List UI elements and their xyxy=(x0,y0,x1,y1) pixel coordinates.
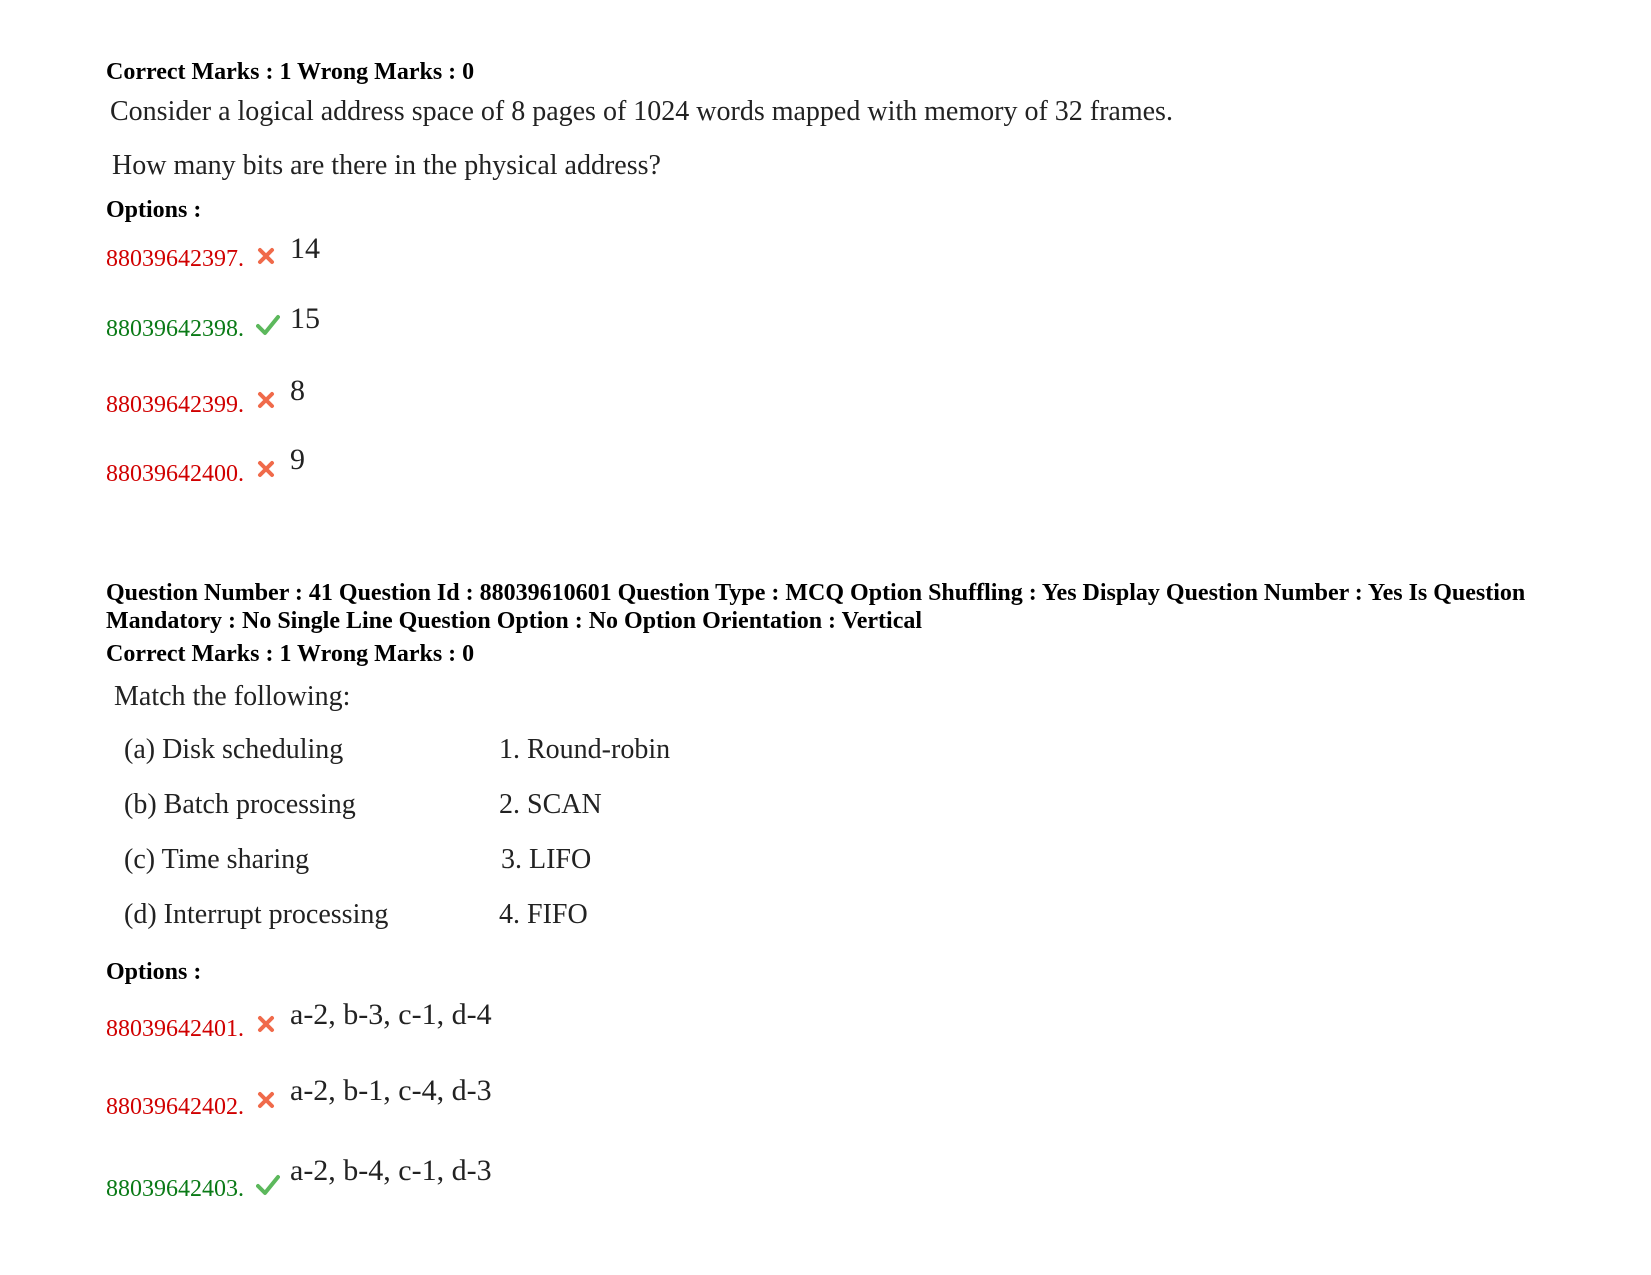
q40-marks: Correct Marks : 1 Wrong Marks : 0 xyxy=(106,59,475,85)
option-id: 88039642403. xyxy=(106,1176,244,1202)
cross-icon xyxy=(256,459,276,479)
match-left-d: (d) Interrupt processing xyxy=(124,899,389,930)
match-right-4: 4. FIFO xyxy=(499,899,588,930)
cross-icon xyxy=(256,390,276,410)
option-value: 8 xyxy=(290,374,305,407)
q41-options-label: Options : xyxy=(106,959,202,985)
match-left-a: (a) Disk scheduling xyxy=(124,734,344,765)
option-value: a-2, b-1, c-4, d-3 xyxy=(290,1074,492,1107)
check-icon xyxy=(256,314,280,336)
match-right-3: 3. LIFO xyxy=(501,844,592,875)
option-id: 88039642402. xyxy=(106,1094,244,1120)
option-id: 88039642399. xyxy=(106,392,244,418)
check-icon xyxy=(256,1174,280,1196)
q40-text-line1: Consider a logical address space of 8 pages of 1024 words mapped with memory of 32 frames. xyxy=(110,96,1173,127)
option-id: 88039642400. xyxy=(106,461,244,487)
cross-icon xyxy=(256,246,276,266)
q40-text-line2: How many bits are there in the physical address? xyxy=(112,150,661,181)
q41-marks: Correct Marks : 1 Wrong Marks : 0 xyxy=(106,641,475,667)
match-left-c: (c) Time sharing xyxy=(124,844,310,875)
option-value: 9 xyxy=(290,443,305,476)
match-right-2: 2. SCAN xyxy=(499,789,602,820)
match-right-1: 1. Round-robin xyxy=(499,734,671,765)
option-value: 14 xyxy=(290,232,320,265)
q40-options-label: Options : xyxy=(106,197,202,223)
option-value: a-2, b-4, c-1, d-3 xyxy=(290,1154,492,1187)
match-left-b: (b) Batch processing xyxy=(124,789,356,820)
option-id: 88039642397. xyxy=(106,246,244,272)
option-value: 15 xyxy=(290,302,320,335)
cross-icon xyxy=(256,1090,276,1110)
option-id: 88039642398. xyxy=(106,316,244,342)
q41-meta: Question Number : 41 Question Id : 88039610601 Question Type : MCQ Option Shuffling : Yes Display Question Number : Yes Is Question Mandatory : No Single Line Question Option : No Option Orientation : Vertical xyxy=(106,580,1526,634)
cross-icon xyxy=(256,1014,276,1034)
option-value: a-2, b-3, c-1, d-4 xyxy=(290,998,492,1031)
option-id: 88039642401. xyxy=(106,1016,244,1042)
q41-text: Match the following: xyxy=(114,681,351,712)
